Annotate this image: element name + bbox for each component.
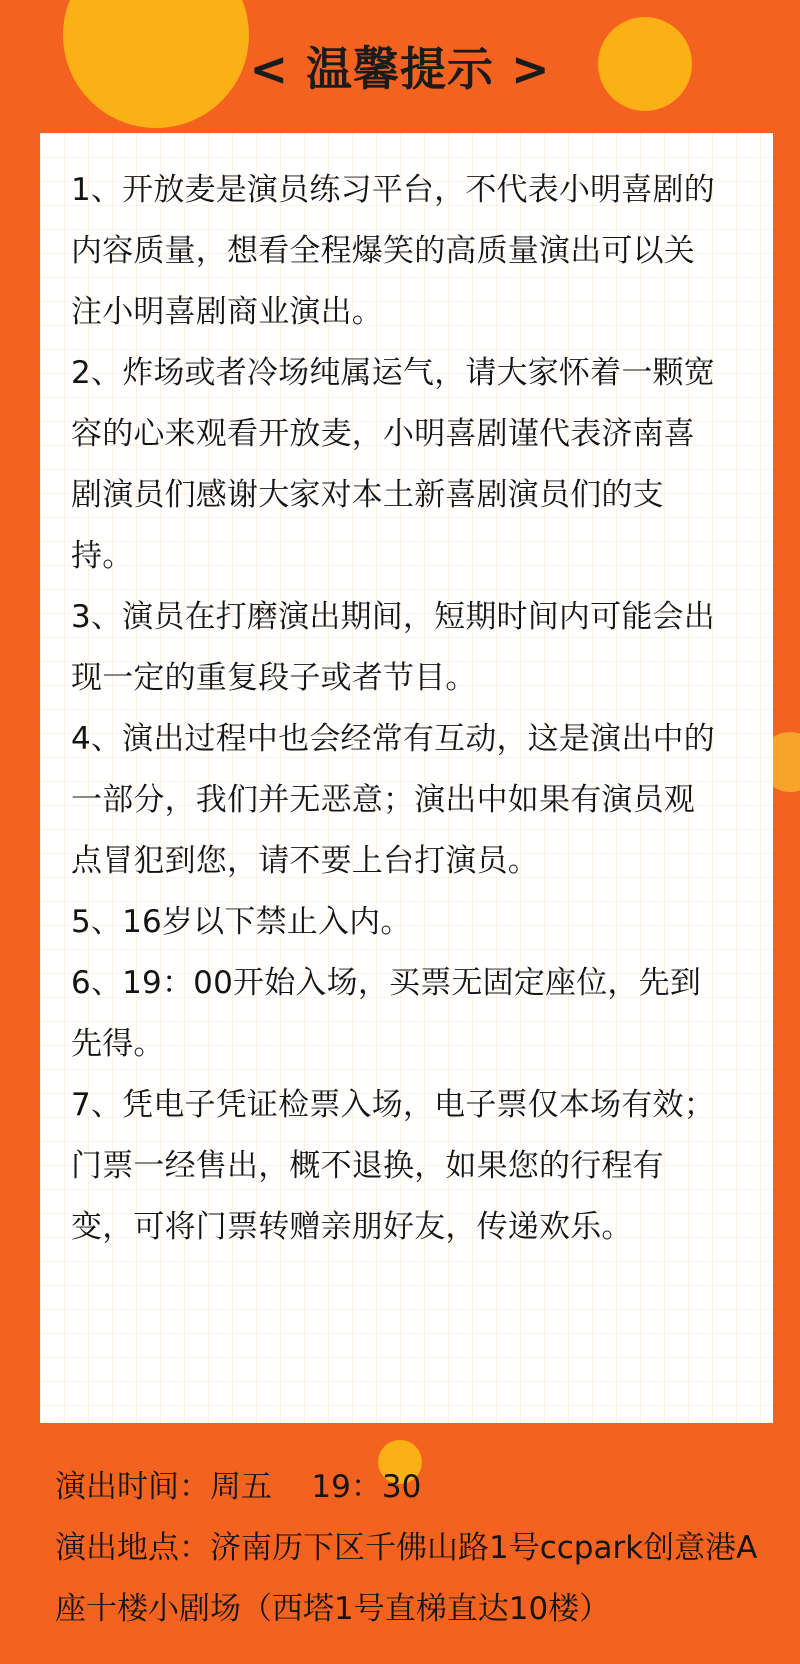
- show-location: 演出地点：济南历下区千佛山路1号ccpark创意港A座十楼小剧场（西塔1号直梯直达10楼）: [55, 1530, 758, 1627]
- notice-list: [71, 160, 719, 1258]
- notice-item-5: 5、16岁以下禁止入内。: [71, 904, 412, 940]
- show-time: 演出时间：周五 19：30: [55, 1469, 422, 1505]
- notice-item-3: 3、演员在打磨演出期间，短期时间内可能会出现一定的重复段子或者节目。: [71, 599, 715, 696]
- notice-item-7: 7、凭电子凭证检票入场，电子票仅本场有效；门票一经售出，概不退换，如果您的行程有变，可将门票转赠亲朋好友，传递欢乐。: [71, 1087, 715, 1245]
- show-info: [55, 1457, 765, 1640]
- notice-item-6: 6、19：00开始入场，买票无固定座位，先到先得。: [71, 965, 702, 1062]
- notice-item-2: 2、炸场或者冷场纯属运气，请大家怀着一颗宽容的心来观看开放麦，小明喜剧谨代表济南喜剧演员们感谢大家对本土新喜剧演员们的支持。: [71, 355, 715, 574]
- notice-item-1: 1、开放麦是演员练习平台，不代表小明喜剧的内容质量，想看全程爆笑的高质量演出可以关注小明喜剧商业演出。: [71, 172, 715, 330]
- notice-item-4: 4、演出过程中也会经常有互动，这是演出中的一部分，我们并无恶意；演出中如果有演员观点冒犯到您，请不要上台打演员。: [71, 721, 715, 879]
- page-title: < 温馨提示 >: [249, 42, 551, 96]
